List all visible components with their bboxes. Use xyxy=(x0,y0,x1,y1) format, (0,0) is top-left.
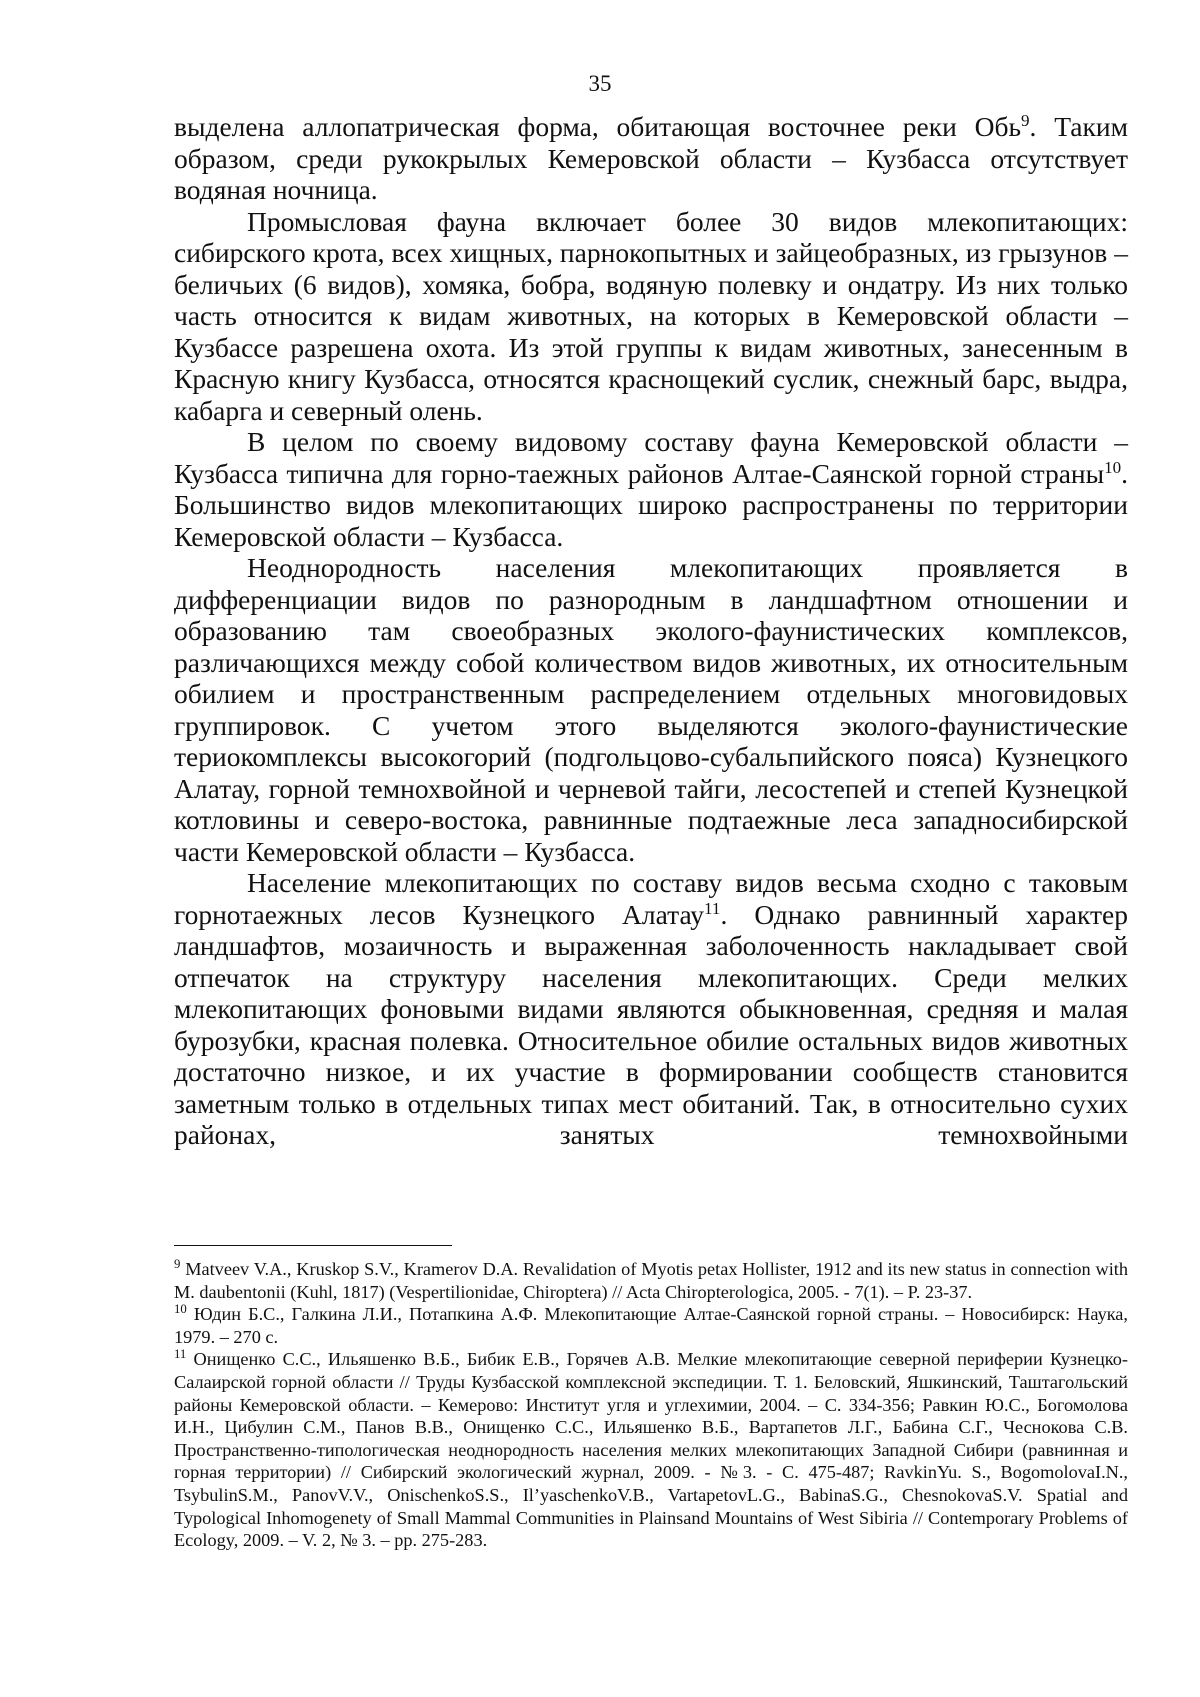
footnotes xyxy=(174,1258,1128,1552)
body-text xyxy=(174,111,1128,1151)
paragraph-text: . Большинство видов млекопитающих широко распространены по территории Кемеровской области – Кузбасса. xyxy=(174,457,1128,552)
footnote-ref[interactable]: 11 xyxy=(704,898,721,918)
paragraph xyxy=(174,206,1128,427)
paragraph xyxy=(174,111,1128,206)
footnote-text: Matveev V.A., Kruskop S.V., Kramerov D.A. Revalidation of Myotis petax Hollister, 1912 and its new status in connection with M. daubentonii (Kuhl, 1817) (Vespertilionidae, Chiroptera) // Acta Chiropterologica, 2005. - 7(1). – P. 23-37. xyxy=(174,1259,1128,1302)
paragraph xyxy=(174,426,1128,552)
paragraph xyxy=(174,552,1128,867)
paragraph-text: Промысловая фауна включает более 30 видов млекопитающих: сибирского крота, всех хищных, парнокопытных и зайцеобразных, из грызунов – беличьих (6 видов), хомяка, бобра, водяную полевку и ондатру. Из них только часть относится к видам животных, на которых в Кемеровской области – Кузбассе разрешена охота. Из этой группы к видам животных, занесенным в Красную книгу Кузбасса, относятся краснощекий суслик, снежный барс, выдра, кабарга и северный олень. xyxy=(174,205,1128,426)
paragraph-text: Население млекопитающих по составу видов весьма сходно с таковым горнотаежных лесов Кузнецкого Алатау xyxy=(174,867,1128,930)
footnote xyxy=(174,1258,1128,1303)
footnote-mark: 9 xyxy=(174,1256,181,1271)
paragraph-text: . Однако равнинный характер ландшафтов, мозаичность и выраженная заболоченность накладывает свой отпечаток на структуру населения млекопитающих. Среди мелких млекопитающих фоновыми видами являются обыкновенная, средняя и малая бурозубки, красная полевка. Относительное обилие остальных видов животных достаточно низкое, и их участие в формировании сообществ становится заметным только в отдельных типах мест обитаний. Так, в относительно сухих районах, занятых темнохвойными xyxy=(174,898,1128,1150)
paragraph-text: Неоднородность населения млекопитающих проявляется в дифференциации видов по разнородным в ландшафтном отношении и образованию там своеобразных эколого-фаунистических комплексов, различающихся между собой количеством видов животных, их относительным обилием и пространственным распределением отдельных многовидовых группировок. С учетом этого выделяются эколого-фаунистические териокомплексы высокогорий (подгольцово-субальпийского пояса) Кузнецкого Алатау, горной темнохвойной и черневой тайги, лесостепей и степей Кузнецкой котловины и северо-востока, равнинные подтаежные леса западносибирской части Кемеровской области – Кузбасса. xyxy=(174,552,1128,867)
footnote-ref[interactable]: 9 xyxy=(1021,110,1030,130)
footnote-ref[interactable]: 10 xyxy=(1104,457,1122,477)
footnote-mark: 11 xyxy=(174,1347,187,1362)
footnote xyxy=(174,1303,1128,1348)
paragraph xyxy=(174,867,1128,1151)
footnote-separator xyxy=(174,1245,452,1246)
footnote-text: Онищенко С.С., Ильяшенко В.Б., Бибик Е.В., Горячев А.В. Мелкие млекопитающие северной периферии Кузнецко-Салаирской горной области // Труды Кузбасской комплексной экспедиции. Т. 1. Беловский, Яшкинский, Таштагольский районы Кемеровской области. – Кемерово: Институт угля и углехимии, 2004. – С. 334-356; Равкин Ю.С., Богомолова И.Н., Цибулин С.М., Панов В.В., Онищенко С.С., Ильяшенко В.Б., Вартапетов Л.Г., Бабина С.Г., Чеснокова С.В. Пространственно-типологическая неоднородность населения мелких млекопитающих Западной Сибири (равнинная и горная территории) // Сибирский экологический журнал, 2009. - №3. - С. 475-487; RavkinYu. S., BogomolovaI.N., TsybulinS.M., PanovV.V., OnischenkoS.S., Il’yaschenkoV.B., VartapetovL.G., BabinaS.G., ChesnokovaS.V. Spatial and Typological Inhomogenety of Small Mammal Communities in Plainsand Mountains of West Sibiria // Contemporary Problems of Ecology, 2009. – V. 2, № 3. – pp. 275-283. xyxy=(174,1349,1128,1551)
footnote xyxy=(174,1348,1128,1551)
paragraph-text: В целом по своему видовому составу фауна Кемеровской области – Кузбасса типична для горно-таежных районов Алтае-Саянской горной страны xyxy=(174,426,1128,489)
page-number: 35 xyxy=(588,71,612,96)
footnote-mark: 10 xyxy=(174,1302,187,1317)
paragraph-text: . Таким образом, среди рукокрылых Кемеровской области – Кузбасса отсутствует водяная ночница. xyxy=(174,111,1128,205)
paragraph-text: выделена аллопатрическая форма, обитающая восточнее реки Обь xyxy=(174,111,1021,142)
footnote-text: Юдин Б.С., Галкина Л.И., Потапкина А.Ф. Млекопитающие Алтае-Саянской горной страны. – Новосибирск: Наука, 1979. – 270 с. xyxy=(174,1304,1128,1347)
